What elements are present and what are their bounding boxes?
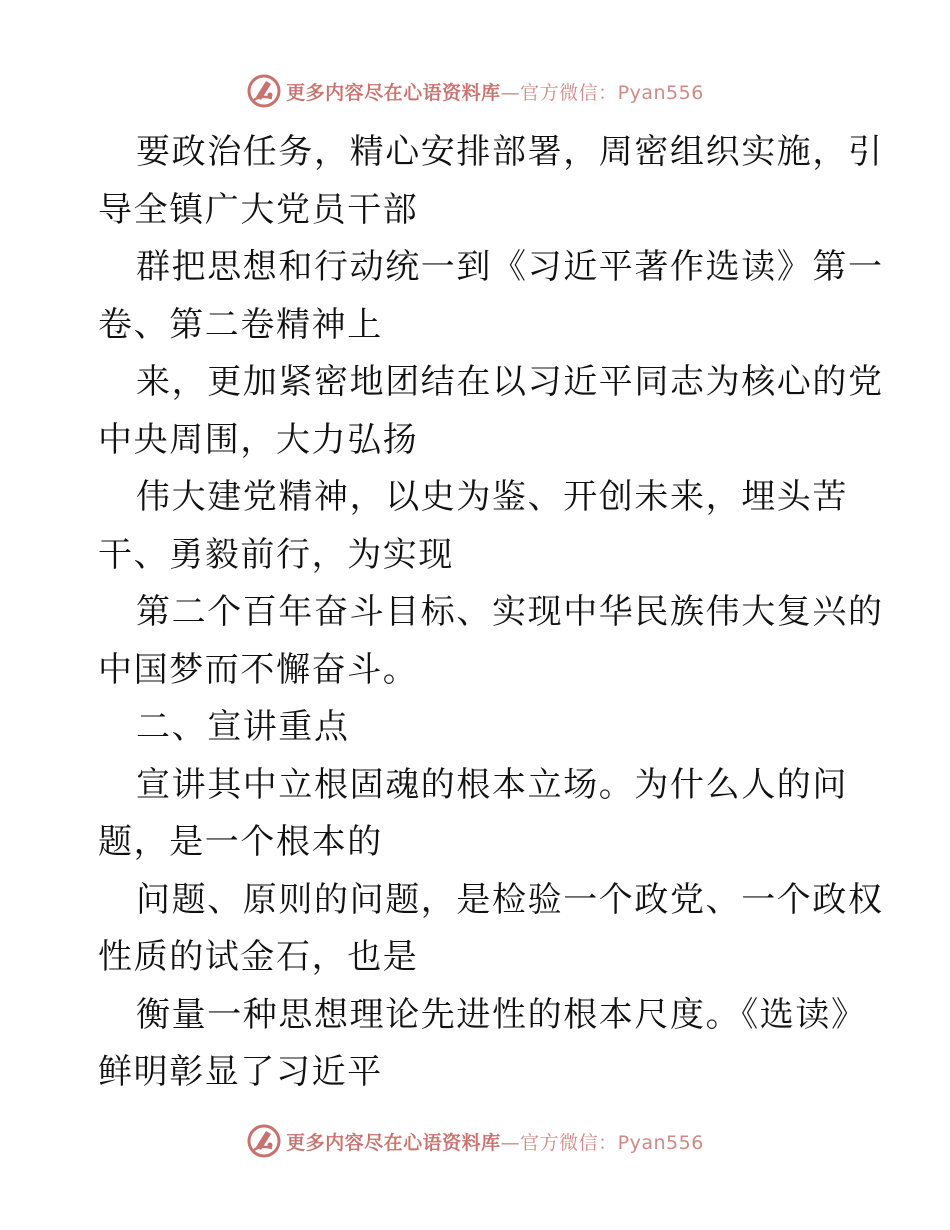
- paragraph-6-line-2: 题，是一个根本的: [98, 822, 383, 862]
- footer-watermark: [0, 1121, 950, 1161]
- paragraph-1-line-2: 卷、第二卷精神上: [98, 304, 383, 345]
- section-heading: 二、宣讲重点: [136, 707, 350, 747]
- paragraph-6-line-1: 宣讲其中立根固魂的根本立场。为什么人的问: [136, 764, 848, 805]
- paragraph-7-line-1: 问题、原则的问题，是检验一个政党、一个政权: [136, 879, 884, 920]
- header-watermark: [0, 71, 950, 111]
- paragraph-2-line-1: 来，更加紧密地团结在以习近平同志为核心的党: [136, 362, 884, 402]
- paragraph-3-line-1: 伟大建党精神，以史为鉴、开创未来，埋头苦: [136, 477, 848, 517]
- paragraph-4-line-2: 中国梦而不懈奋斗。: [98, 649, 419, 690]
- red-seal-logo-icon: [246, 73, 282, 109]
- watermark-wechat-text: —官方微信：Pyan556: [500, 81, 704, 104]
- paragraph-4-line-1: 第二个百年奋斗目标、实现中华民族伟大复兴的: [136, 592, 884, 632]
- paragraph-0-line-2: 导全镇广大党员干部: [98, 189, 419, 230]
- watermark-main-text: 更多内容尽在心语资料库: [286, 81, 501, 104]
- paragraph-0-line-1: 要政治任务，精心安排部署，周密组织实施，引: [136, 132, 884, 172]
- paragraph-8-line-1: 衡量一种思想理论先进性的根本尺度。《选读》: [136, 994, 867, 1035]
- red-seal-logo-icon: [246, 1123, 282, 1159]
- body-text: [98, 124, 884, 1102]
- paragraph-8-line-2: 鲜明彰显了习近平: [98, 1052, 383, 1092]
- watermark-main-text: 更多内容尽在心语资料库: [286, 1131, 501, 1154]
- watermark-wechat-text: —官方微信：Pyan556: [500, 1131, 704, 1154]
- paragraph-2-line-2: 中央周围，大力弘扬: [98, 419, 419, 460]
- paragraph-3-line-2: 干、勇毅前行，为实现: [98, 534, 454, 575]
- paragraph-7-line-2: 性质的试金石，也是: [98, 937, 419, 977]
- paragraph-1-line-1: 群把思想和行动统一到《习近平著作选读》第一: [136, 247, 884, 287]
